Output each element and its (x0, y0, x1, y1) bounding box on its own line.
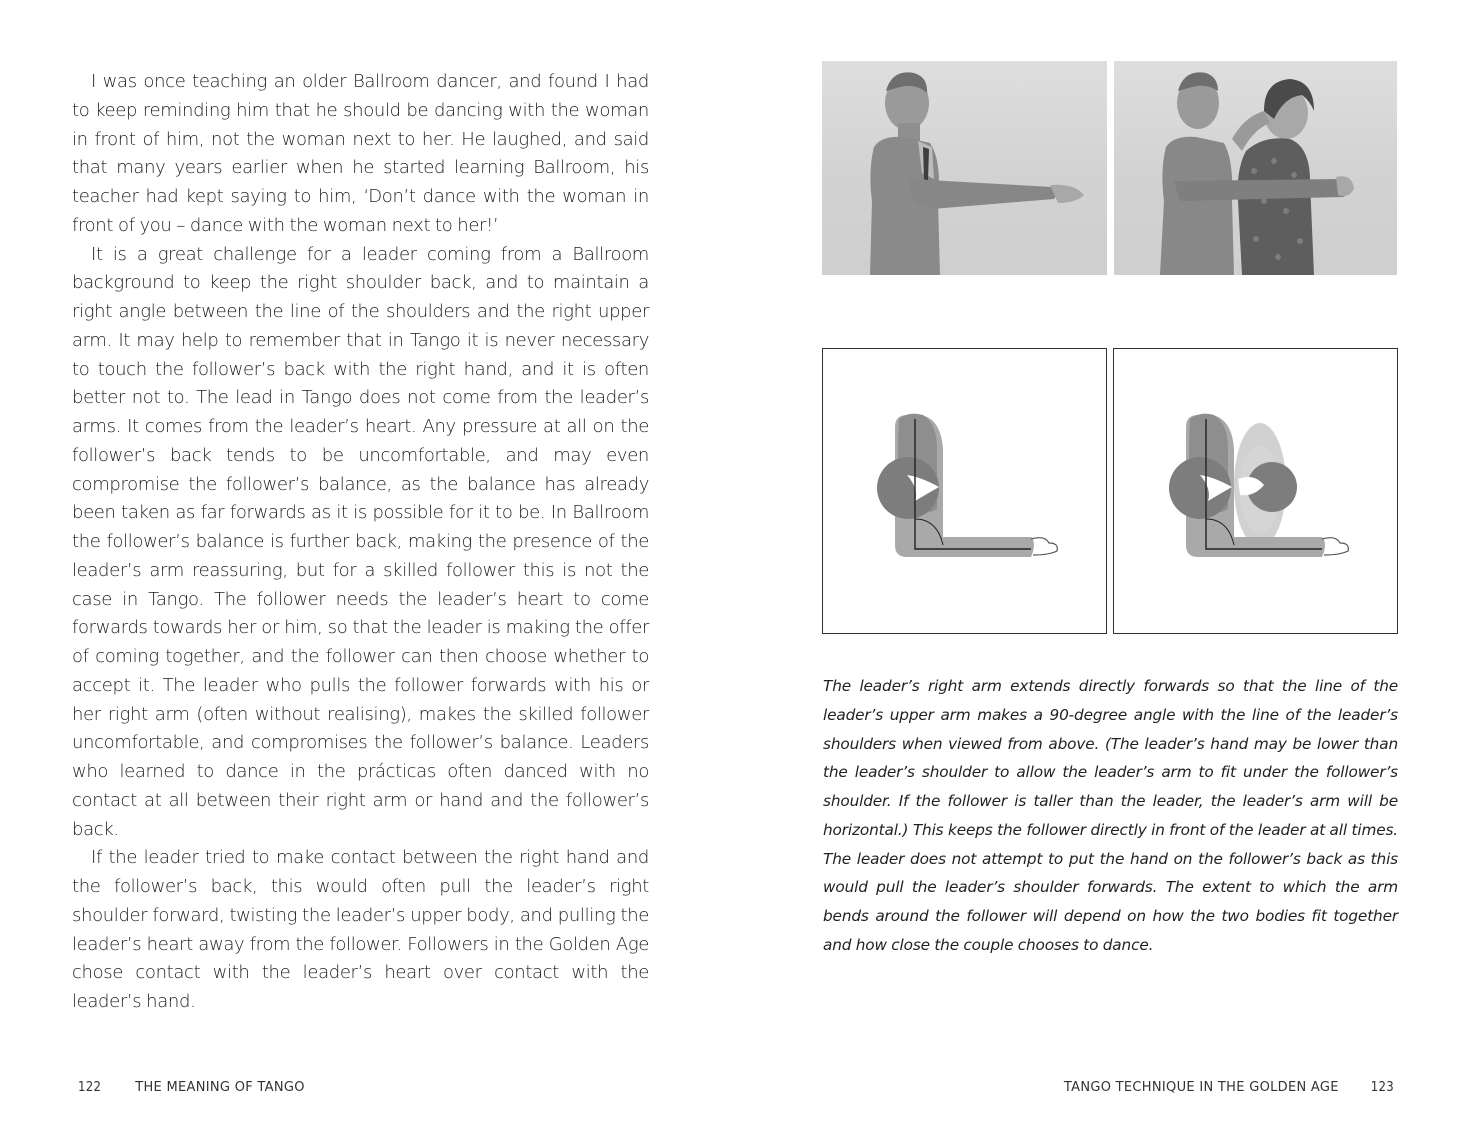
paragraph: If the leader tried to make contact between the right hand and the follower’s back, this would often pull the leader’s right shoulder forward, twisting the leader’s upper body, and pulling the leader’s heart away from the follower. Followers in the Golden Age chose contact with the leader’s heart over contact with the leader’s hand. (72, 847, 649, 1012)
right-page-footer (1064, 1080, 1394, 1095)
page-number: 122 (78, 1080, 102, 1095)
paragraph: I was once teaching an older Ballroom dancer, and found I had to keep reminding him that he should be dancing with the woman in front of him, not the woman next to her. He laughed, and said that many years earlier when he started learning Ballroom, his teacher had kept saying to him, ‘Don’t dance with the woman in front of you – dance with the woman next to her!’ (72, 71, 649, 236)
page-number: 123 (1370, 1080, 1394, 1095)
figure-caption: The leader’s right arm extends directly forwards so that the line of the leader’s upper arm makes a 90-degree angle with the line of the leader’s shoulders when viewed from above. (The leader’s hand may be lower than the leader’s shoulder to allow the leader’s arm to fit under the follower’s shoulder. If the follower is taller than the leader, the leader’s arm will be horizontal.) This keeps the follower directly in front of the leader at all times. The leader does not attempt to put the hand on the follower’s back as this would pull the leader’s shoulder forwards. The extent to which the arm bends around the follower will depend on how the two bodies fit together and how close the couple chooses to dance. (823, 677, 1398, 954)
paragraph: It is a great challenge for a leader coming from a Ballroom background to keep the right shoulder back, and to maintain a right angle between the line of the shoulders and the right upper arm. It may help to remember that in Tango it is never necessary to touch the follower’s back with the right hand, and it is often better not to. The lead in Tango does not come from the leader’s arms. It comes from the leader’s heart. Any pressure at all on the follower’s back tends to be uncomfortable, and may even compromise the follower’s balance, as the balance has already been taken as far forwards as it is possible for it to be. In Ballroom the follower’s balance is further back, making the presence of the leader’s arm reassuring, but for a skilled follower this is not the case in Tango. The follower needs the leader’s heart to come forwards towards her or him, so that the leader is making the offer of coming together, and the follower can then choose whether to accept it. The leader who pulls the follower forwards with his or her right arm (often without realising), makes the skilled follower uncomfortable, and compromises the follower’s balance. Leaders who learned to dance in the prácticas often danced with no contact at all between their right arm or hand and the follower’s back. (72, 243, 649, 840)
diagram-couple-overhead (1113, 348, 1398, 634)
running-title: THE MEANING OF TANGO (135, 1080, 305, 1095)
photo-couple-embrace (1114, 61, 1397, 275)
diagram-leader-overhead (822, 348, 1107, 634)
running-title: TANGO TECHNIQUE IN THE GOLDEN AGE (1063, 1080, 1339, 1095)
left-page-body-text (72, 68, 649, 1017)
photo-leader-alone (822, 61, 1107, 275)
left-page-footer (78, 1080, 305, 1095)
